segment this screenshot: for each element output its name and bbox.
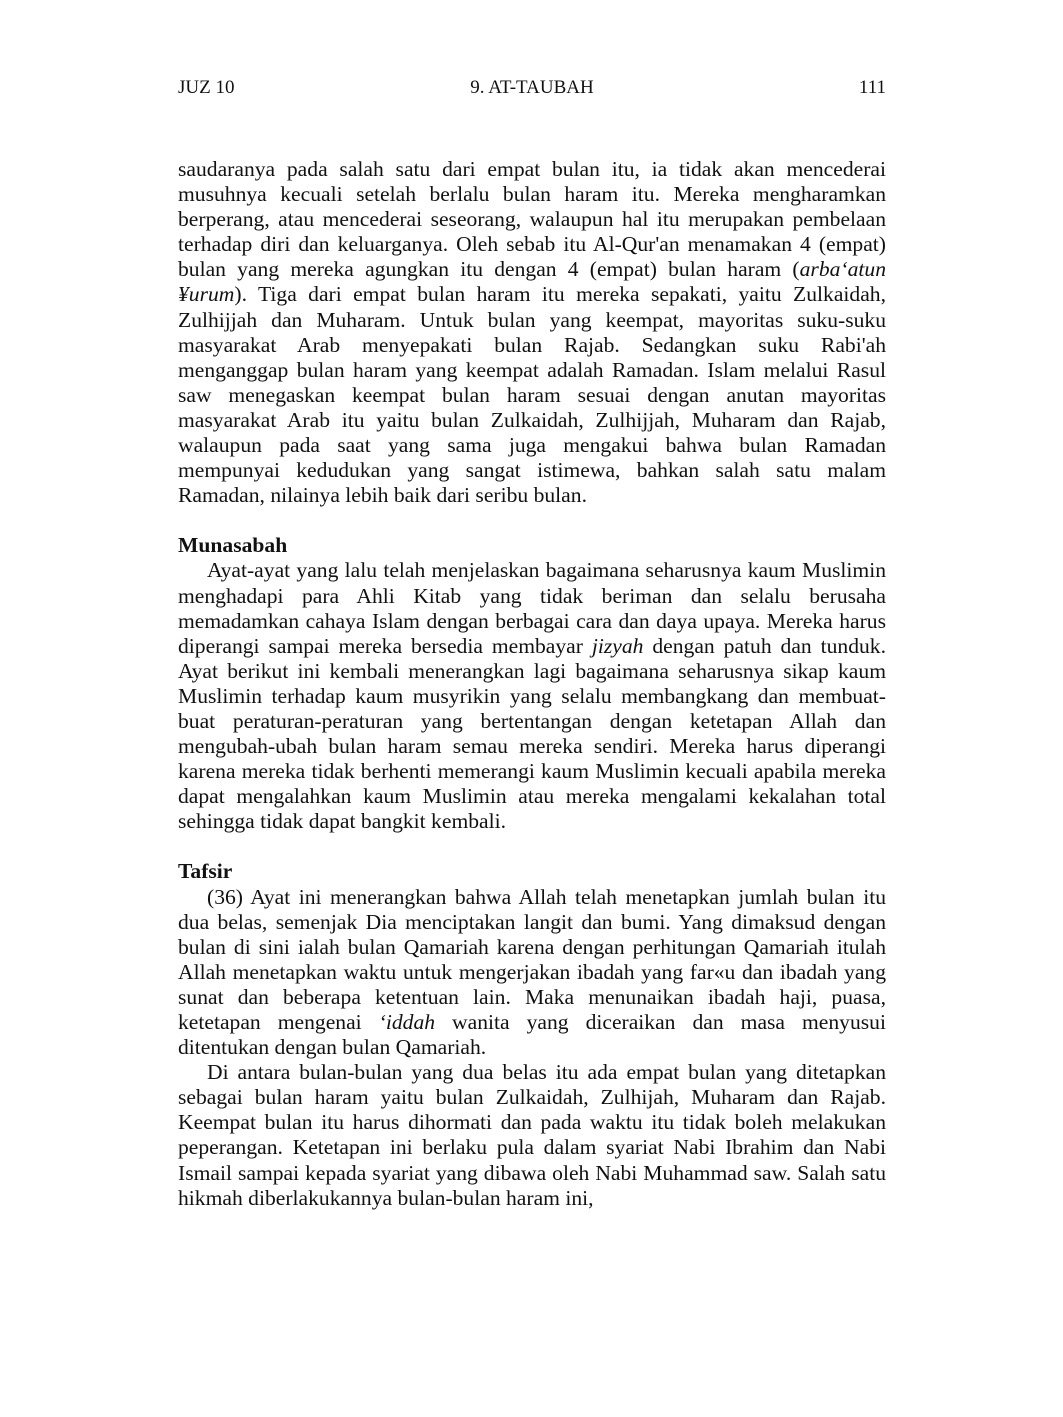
munasabah-term: jizyah <box>591 633 644 658</box>
section-gap <box>178 508 886 533</box>
munasabah-text-1: Ayat-ayat yang lalu telah menjelaskan bagaimana seharusnya kaum Muslimin menghadapi para Ahli Kitab yang tidak beriman dan selalu berusaha memadamkan cahaya Islam dengan berbagai cara dan daya upaya. Mereka harus diperangi sampai mereka bersedia membayar <box>178 558 886 658</box>
munasabah-paragraph <box>178 558 886 834</box>
juz-label: JUZ 10 <box>178 77 235 98</box>
page-number: 111 <box>858 77 886 98</box>
intro-text-2: ). Tiga dari empat bulan haram itu mereka sepakati, yaitu Zulkaidah, Zulhijjah dan Muharam. Untuk bulan yang keempat, mayoritas suku-suku masyarakat Arab menyepakati bulan Rajab. Sedangkan suku Rabi'ah menganggap bulan haram yang keempat adalah Ramadan. Islam melalui Rasul saw menegaskan keempat bulan haram sesuai dengan anutan mayoritas masyarakat Arab itu yaitu bulan Zulkaidah, Zulhijjah, Muharam dan Rajab, walaupun pada saat yang sama juga mengakui bahwa bulan Ramadan mempunyai kedudukan yang sangat istimewa, bahkan salah satu malam Ramadan, nilainya lebih baik dari seribu bulan. <box>178 282 886 508</box>
tafsir-text-2: wanita yang diceraikan dan masa menyusui ditentukan dengan bulan Qamariah. <box>178 1010 886 1060</box>
munasabah-text-2: dengan patuh dan tunduk. Ayat berikut ini kembali menerangkan lagi bagaimana seharusnya sikap kaum Muslimin terhadap kaum musyrikin yang selalu membangkang dan membuat-buat peraturan-peraturan yang bertentangan dengan ketetapan Allah dan mengubah-ubah bulan haram semau mereka sendiri. Mereka harus diperangi karena mereka tidak berhenti memerangi kaum Muslimin kecuali apabila mereka dapat mengalahkan kaum Muslimin atau mereka mengalami kekalahan total sehingga tidak dapat bangkit kembali. <box>178 633 886 834</box>
tafsir-heading: Tafsir <box>178 859 233 884</box>
surah-title: 9. AT-TAUBAH <box>470 77 594 98</box>
page-body <box>178 157 886 1211</box>
munasabah-heading: Munasabah <box>178 533 288 558</box>
tafsir-text-1: (36) Ayat ini menerangkan bahwa Allah telah menetapkan jumlah bulan itu dua belas, semenjak Dia menciptakan langit dan bumi. Yang dimaksud dengan bulan di sini ialah bulan Qamariah karena dengan perhitungan Qamariah itulah Allah menetapkan waktu untuk mengerjakan ibadah yang far«u dan ibadah yang sunat dan beberapa ketentuan lain. Maka menunaikan ibadah haji, puasa, ketetapan mengenai <box>178 884 886 1034</box>
tafsir-paragraph-2: Di antara bulan-bulan yang dua belas itu ada empat bulan yang ditetapkan sebagai bulan haram yaitu bulan Zulkaidah, Zulhijah, Muharam dan Rajab. Keempat bulan itu harus dihormati dan pada waktu itu tidak boleh melakukan peperangan. Ketetapan ini berlaku pula dalam syariat Nabi Ibrahim dan Nabi Ismail sampai kepada syariat yang dibawa oleh Nabi Muhammad saw. Salah satu hikmah diberlakukannya bulan-bulan haram ini, <box>178 1060 886 1210</box>
intro-term: arba‘atun ¥urum <box>178 257 886 307</box>
tafsir-term: ‘iddah <box>378 1010 436 1034</box>
tafsir-paragraph-1 <box>178 885 886 1061</box>
intro-paragraph <box>178 157 886 508</box>
intro-text-1: saudaranya pada salah satu dari empat bulan itu, ia tidak akan mencederai musuhnya kecuali setelah berlalu bulan haram itu. Mereka mengharamkan berperang, atau mencederai seseorang, walaupun hal itu merupakan pembelaan terhadap diri dan keluarganya. Oleh sebab itu Al-Qur'an menamakan 4 (empat) bulan yang mereka agungkan itu dengan 4 (empat) bulan haram ( <box>178 157 886 282</box>
running-header <box>178 74 886 102</box>
section-gap <box>178 834 886 859</box>
